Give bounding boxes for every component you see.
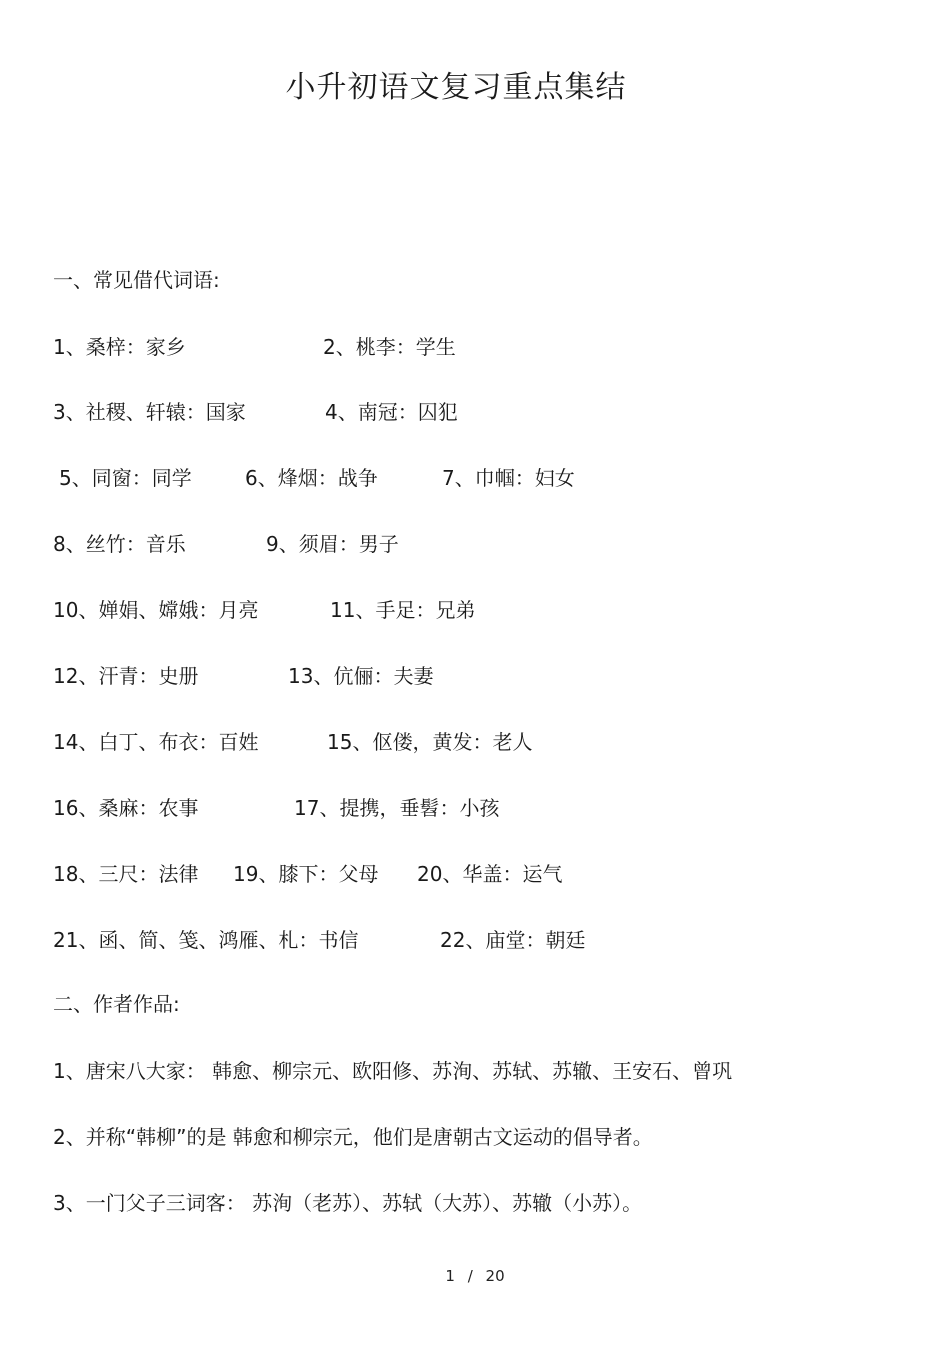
item-text: 1、桑梓：家乡 [53, 335, 186, 359]
item-text: 22、庙堂：朝廷 [440, 928, 586, 952]
item-text: 10、婵娟、嫦娥：月亮 [53, 598, 259, 622]
work-text: 2、并称“韩柳”的是 韩愈和柳宗元，他们是唐朝古文运动的倡导者。 [53, 1125, 653, 1149]
page-title: 小升初语文复习重点集结 [285, 70, 627, 105]
item-text: 2、桃李：学生 [323, 335, 456, 359]
item-text: 6、烽烟：战争 [245, 466, 378, 490]
item-text: 11、手足：兄弟 [330, 598, 476, 622]
section1-heading: 一、常见借代词语: [53, 268, 220, 292]
total-pages: 20 [485, 1267, 505, 1285]
item-text: 20、华盖：运气 [417, 862, 563, 886]
item-text: 18、三尺：法律 [53, 862, 199, 886]
item-text: 8、丝竹：音乐 [53, 532, 186, 556]
item-text: 19、膝下：父母 [233, 862, 379, 886]
item-text: 17、提携，垂髫：小孩 [294, 796, 500, 820]
item-text: 7、巾帼：妇女 [442, 466, 575, 490]
item-text: 13、伉俪：夫妻 [288, 664, 434, 688]
item-text: 16、桑麻：农事 [53, 796, 199, 820]
item-text: 15、伛偻，黄发：老人 [327, 730, 533, 754]
page-number [0, 1267, 950, 1285]
item-text: 3、社稷、轩辕：国家 [53, 400, 246, 424]
work-text: 3、一门父子三词客： 苏洵（老苏）、苏轼（大苏）、苏辙（小苏）。 [53, 1191, 643, 1215]
item-text: 21、函、简、笺、鸿雁、札：书信 [53, 928, 359, 952]
item-text: 5、同窗：同学 [59, 466, 192, 490]
item-text: 9、须眉：男子 [266, 532, 399, 556]
page-separator: / [467, 1267, 473, 1285]
item-text: 14、白丁、布衣：百姓 [53, 730, 259, 754]
item-text: 12、汗青：史册 [53, 664, 199, 688]
work-text: 1、唐宋八大家： 韩愈、柳宗元、欧阳修、苏洵、苏轼、苏辙、王安石、曾巩 [53, 1059, 733, 1083]
section2-heading: 二、作者作品: [53, 992, 180, 1016]
item-text: 4、南冠：囚犯 [325, 400, 458, 424]
current-page: 1 [445, 1267, 455, 1285]
